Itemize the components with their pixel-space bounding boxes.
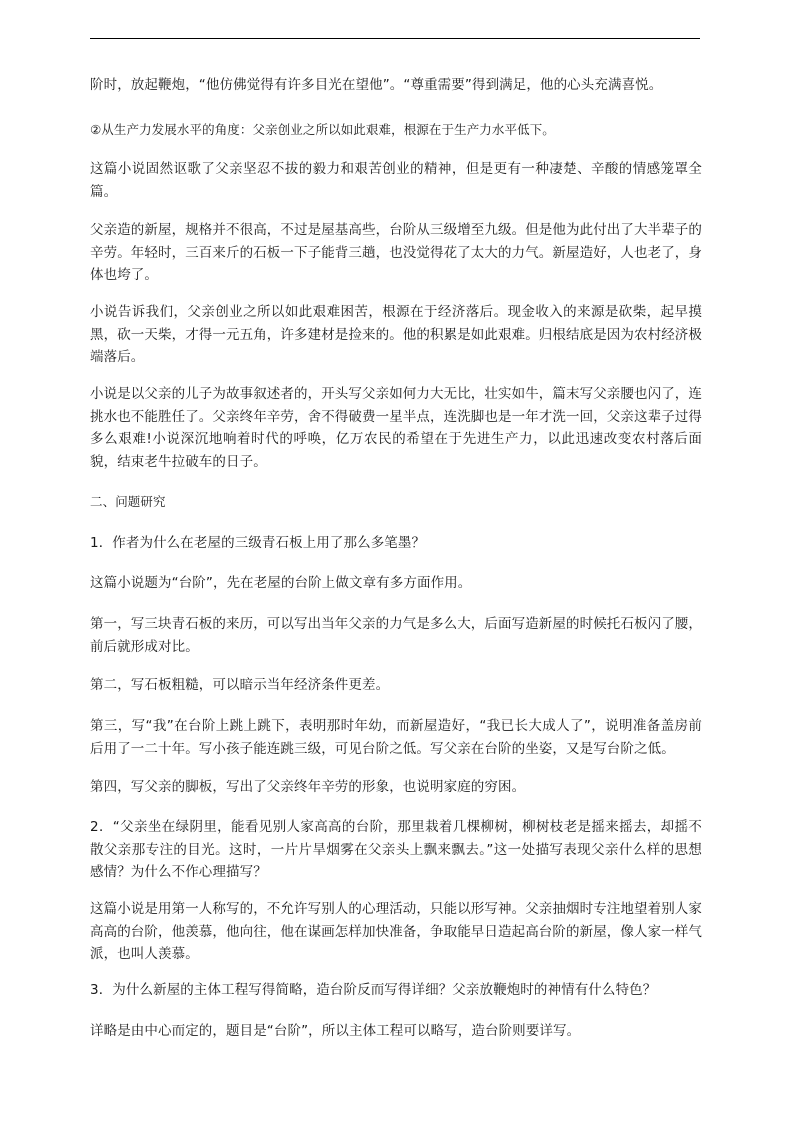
section-heading-problem-research: 二、问题研究 <box>90 494 166 509</box>
paragraph-10: 第三，写“我”在台阶上跳上跳下，表明那时年幼，而新屋造好，“我已长大成人了”，说明准备盖房前后用了一二十年。写小孩子能连跳三级，可见台阶之低。写父亲在台阶的坐姿，又是写台阶之低。 <box>90 718 702 757</box>
paragraph-4: 父亲造的新屋，规格并不很高，不过是屋基高些，台阶从三级增至九级。但是他为此付出了大半辈子的辛劳。年轻时，三百来斤的石板一下子能背三趟，也没觉得花了太大的力气。新屋造好，人也老了，身体也垮了。 <box>90 222 702 283</box>
question-1: 1．作者为什么在老屋的三级青石板上用了那么多笔墨？ <box>90 535 426 551</box>
header-rule <box>90 38 700 39</box>
question-2: 2．“父亲坐在绿阴里，能看见别人家高高的台阶，那里栽着几棵柳树，柳树枝老是摇来摇去，却摇不散父亲那专注的目光。这时，一片片旱烟雾在父亲头上飘来飘去。”这一处描写表现父亲什么样的思想感情？为什么不作心理描写？ <box>90 819 702 880</box>
paragraph-3: 这篇小说固然讴歌了父亲坚忍不拔的毅力和艰苦创业的精神，但是更有一种凄楚、辛酸的情感笼罩全篇。 <box>90 161 702 200</box>
paragraph-12: 这篇小说是用第一人称写的，不允许写别人的心理活动，只能以形写神。父亲抽烟时专注地望着别人家高高的台阶，他羡慕，他向往，他在谋画怎样加快准备，争取能早日造起高台阶的新屋，像人家一样气派，也叫人羡慕。 <box>90 901 702 962</box>
paragraph-11: 第四，写父亲的脚板，写出了父亲终年辛劳的形象，也说明家庭的穷困。 <box>90 779 526 795</box>
paragraph-13: 详略是由中心而定的，题目是“台阶”，所以主体工程可以略写，造台阶则要详写。 <box>90 1023 581 1039</box>
paragraph-8: 第一，写三块青石板的来历，可以写出当年父亲的力气是多么大，后面写造新屋的时候托石板闪了腰，前后就形成对比。 <box>90 616 702 655</box>
paragraph-2: ②从生产力发展水平的角度：父亲创业之所以如此艰难，根源在于生产力水平低下。 <box>90 122 555 137</box>
paragraph-1: 阶时，放起鞭炮，“他仿佛觉得有许多目光在望他”。“尊重需要”得到满足，他的心头充满喜悦。 <box>90 77 663 93</box>
paragraph-7: 这篇小说题为“台阶”，先在老屋的台阶上做文章有多方面作用。 <box>90 575 472 591</box>
paragraph-6: 小说是以父亲的儿子为故事叙述者的，开头写父亲如何力大无比，壮实如牛，篇末写父亲腰也闪了，连挑水也不能胜任了。父亲终年辛劳，舍不得破费一星半点，连洗脚也是一年才洗一回，父亲这辈子过得多么艰难!小说深沉地响着时代的呼唤，亿万农民的希望在于先进生产力，以此迅速改变农村落后面貌，结束老牛拉破车的日子。 <box>90 386 702 470</box>
paragraph-5: 小说告诉我们，父亲创业之所以如此艰难困苦，根源在于经济落后。现金收入的来源是砍柴，起早摸黑，砍一天柴，才得一元五角，许多建材是捡来的。他的积累是如此艰难。归根结底是因为农村经济极端落后。 <box>90 304 702 365</box>
question-3: 3．为什么新屋的主体工程写得简略，造台阶反而写得详细？父亲放鞭炮时的神情有什么特色？ <box>90 982 657 998</box>
paragraph-9: 第二，写石板粗糙，可以暗示当年经济条件更差。 <box>90 677 390 693</box>
